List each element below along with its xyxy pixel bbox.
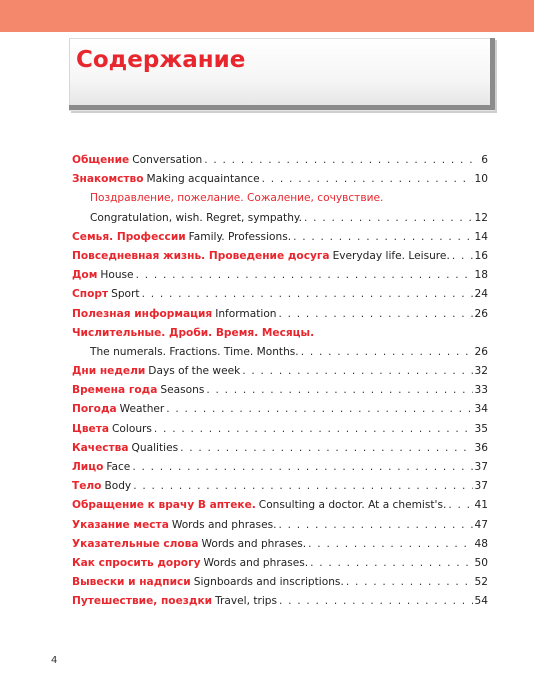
toc-leader-dots [166, 400, 472, 419]
toc-entry-russian-title: Указательные слова [72, 537, 199, 550]
toc-leader-dots [448, 496, 472, 515]
toc-entry-russian-title: Полезная информация [72, 307, 213, 320]
toc-entry-english-title: Consulting a doctor. At a chemist's. [258, 499, 447, 512]
toc-entry-russian-title: Вывески и надписи [72, 576, 191, 589]
toc-page-number: 26 [474, 345, 488, 358]
toc-entry[interactable] [72, 592, 488, 611]
toc-entry-russian-title: Качества [72, 441, 129, 454]
toc-page-number: 52 [474, 576, 488, 589]
toc-entry-russian-title: Обращение к врачу В аптеке. [72, 499, 256, 512]
toc-page-number: 34 [474, 403, 488, 416]
toc-entry-russian-title: Общение [72, 154, 130, 166]
toc-entry-english-title: Signboards and inscriptions. [193, 576, 344, 589]
toc-entry-english-title: Body [104, 480, 132, 493]
toc-page-number: 37 [474, 480, 488, 493]
toc-entry[interactable] [72, 458, 488, 477]
toc-entry-english-title: Everyday life. Leisure. [332, 249, 450, 262]
toc-page-number: 24 [474, 288, 488, 301]
toc-leader-dots [206, 381, 472, 400]
title-box-shadow-bottom [69, 105, 495, 110]
toc-entry-english-title: Congratulation, wish. Regret, sympathy. [90, 211, 303, 224]
toc-leader-dots [136, 266, 473, 285]
toc-leader-dots [132, 458, 472, 477]
toc-entry-russian-title: Дни недели [72, 365, 146, 378]
toc-entry[interactable] [72, 170, 488, 189]
toc-page-number: 33 [474, 384, 488, 397]
toc-entry-russian-title: Указание места [72, 518, 169, 531]
title-box-shadow-right [490, 38, 495, 110]
toc-page-number: 47 [474, 518, 488, 531]
toc-entry[interactable] [72, 381, 488, 400]
toc-entry[interactable] [72, 573, 488, 592]
toc-page-number: 32 [474, 365, 488, 378]
toc-entry[interactable] [72, 477, 488, 496]
toc-leader-dots [133, 477, 472, 496]
toc-entry-english-title: Words and phrases. [203, 556, 309, 569]
toc-entry-russian-title: Семья. Профессии [72, 230, 186, 243]
toc-entry-english-title: Qualities [131, 441, 179, 454]
toc-leader-dots [301, 343, 473, 362]
page-title: Содержание [76, 47, 246, 73]
page-number: 4 [51, 655, 58, 666]
toc-entry-english-title: Words and phrases. [201, 537, 307, 550]
toc-entry[interactable] [72, 209, 488, 228]
toc-page-number: 12 [474, 211, 488, 224]
toc-entry-english-title: Travel, trips [215, 595, 278, 608]
toc-entry[interactable] [72, 151, 488, 170]
toc-page-number: 37 [474, 461, 488, 473]
toc-entry-english-title: Colours [112, 422, 152, 435]
toc-entry-english-title: Information [215, 307, 277, 320]
toc-page-number: 10 [474, 173, 488, 186]
toc-entry[interactable] [72, 516, 488, 535]
toc-entry[interactable] [72, 266, 488, 285]
toc-entry[interactable] [72, 247, 488, 266]
toc-entry-russian-title: Как спросить дорогу [72, 556, 201, 569]
toc-leader-dots [452, 247, 473, 266]
toc-entry-russian-title: Погода [72, 403, 117, 416]
top-color-band [0, 0, 534, 32]
toc-page-number: 26 [474, 307, 488, 320]
toc-page-number: 36 [474, 441, 488, 454]
toc-entry-english-title: Face [106, 461, 131, 473]
toc-entry-russian-title: Повседневная жизнь. Проведение досуга [72, 249, 330, 262]
toc-entry-russian-title: Поздравление, пожелание. Сожаление, сочувствие. [90, 192, 384, 205]
toc-entry-russian-title: Путешествие, поездки [72, 595, 213, 608]
toc-entry-english-title: Sport [111, 288, 140, 301]
toc-leader-dots [293, 228, 472, 247]
toc-entry-english-title: Words and phrases. [171, 518, 277, 531]
toc-entry[interactable] [72, 324, 488, 343]
toc-leader-dots [142, 285, 473, 304]
toc-entry[interactable] [72, 439, 488, 458]
toc-leader-dots [154, 420, 473, 439]
toc-leader-dots [310, 554, 472, 573]
toc-entry-english-title: The numerals. Fractions. Time. Months. [90, 345, 299, 358]
toc-page-number: 48 [474, 537, 488, 550]
toc-entry[interactable] [72, 535, 488, 554]
toc-entry-english-title: Making acquaintance [146, 173, 260, 186]
toc-entry[interactable] [72, 554, 488, 573]
toc-entry-russian-title: Цвета [72, 422, 110, 435]
toc-entry[interactable] [72, 400, 488, 419]
toc-leader-dots [279, 592, 473, 611]
toc-entry-english-title: Weather [119, 403, 165, 416]
toc-page-number: 41 [474, 499, 488, 512]
toc-leader-dots [308, 535, 472, 554]
toc-entry[interactable] [72, 285, 488, 304]
toc-entry-russian-title: Дом [72, 269, 98, 282]
toc-page-number: 6 [481, 154, 488, 166]
toc-entry-english-title: Conversation [132, 154, 203, 166]
toc-entry[interactable] [72, 362, 488, 381]
toc-entry-russian-title: Лицо [72, 461, 104, 473]
toc-page-number: 35 [474, 422, 488, 435]
toc-entry-russian-title: Спорт [72, 288, 109, 301]
toc-entry-russian-title: Тело [72, 480, 102, 493]
toc-leader-dots [262, 170, 473, 189]
toc-entry-russian-title: Знакомство [72, 173, 144, 186]
toc-leader-dots [204, 151, 479, 170]
toc-page-number: 14 [474, 230, 488, 243]
toc-entry[interactable] [72, 343, 488, 362]
toc-page-number: 16 [474, 249, 488, 262]
toc-entry[interactable] [72, 496, 488, 515]
toc-entry-english-title: Seasons [160, 384, 205, 397]
toc-leader-dots [304, 209, 472, 228]
toc-entry-english-title: Family. Professions. [188, 230, 292, 243]
toc-leader-dots [180, 439, 472, 458]
toc-entry[interactable] [72, 420, 488, 439]
toc-entry-english-title: House [100, 269, 134, 282]
toc-entry[interactable] [72, 189, 488, 208]
toc-entry-english-title: Days of the week [148, 365, 241, 378]
toc-page-number: 50 [474, 556, 488, 569]
toc-entry-russian-title: Времена года [72, 384, 158, 397]
toc-entry[interactable] [72, 228, 488, 247]
toc-page-number: 18 [474, 269, 488, 282]
toc-entry-russian-title: Числительные. Дроби. Время. Месяцы. [72, 326, 315, 339]
toc-leader-dots [278, 516, 472, 535]
toc-page-number: 54 [474, 595, 488, 608]
toc-leader-dots [242, 362, 472, 381]
toc-entry[interactable] [72, 305, 488, 324]
toc-leader-dots [346, 573, 473, 592]
toc-leader-dots [279, 305, 473, 324]
table-of-contents [72, 151, 488, 612]
